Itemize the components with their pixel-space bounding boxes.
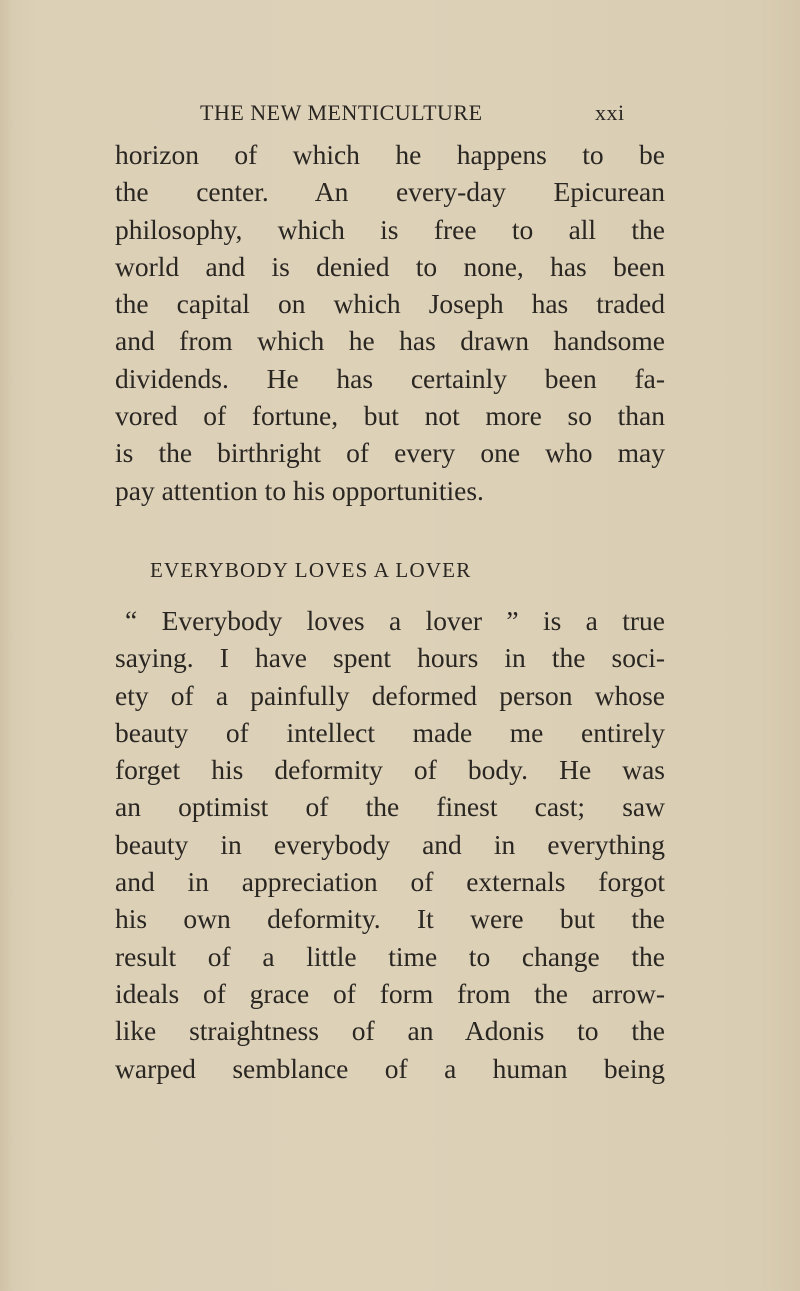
text-line: beauty in everybody and in everything bbox=[115, 828, 665, 860]
text-line: and in appreciation of externals forgot bbox=[115, 866, 665, 898]
text-line: the capital on which Joseph has traded bbox=[115, 288, 665, 320]
text-line: like straightness of an Adonis to the bbox=[115, 1015, 665, 1047]
text-line: an optimist of the finest cast; saw bbox=[115, 791, 665, 823]
text-line: result of a little time to change the bbox=[115, 940, 665, 972]
text-line: vored of fortune, but not more so than bbox=[115, 400, 665, 432]
section-heading: EVERYBODY LOVES A LOVER bbox=[150, 558, 472, 582]
text-line: ideals of grace of form from the arrow- bbox=[115, 977, 665, 1009]
text-line: and from which he has drawn handsome bbox=[115, 325, 665, 357]
text-line: is the birthright of every one who may bbox=[115, 437, 665, 469]
page-number: xxi bbox=[595, 100, 625, 125]
text-line: philosophy, which is free to all the bbox=[115, 213, 665, 245]
text-line: the center. An every-day Epicurean bbox=[115, 176, 665, 208]
text-line: “ Everybody loves a lover ” is a true bbox=[125, 605, 665, 636]
paragraph-1 bbox=[115, 136, 665, 509]
text-line: forget his deformity of body. He was bbox=[115, 754, 665, 786]
text-line: world and is denied to none, has been bbox=[115, 250, 665, 282]
text-line: his own deformity. It were but the bbox=[115, 903, 665, 935]
text-line: beauty of intellect made me entirely bbox=[115, 716, 665, 748]
text-line: warped semblance of a human being bbox=[115, 1052, 665, 1084]
paragraph-2 bbox=[115, 602, 665, 1087]
running-header-title: THE NEW MENTICULTURE bbox=[200, 100, 483, 125]
text-line: ety of a painfully deformed person whose bbox=[115, 679, 665, 711]
text-line: horizon of which he happens to be bbox=[115, 139, 665, 170]
text-line: dividends. He has certainly been fa- bbox=[115, 362, 665, 394]
text-line: saying. I have spent hours in the soci- bbox=[115, 642, 665, 674]
text-line: pay attention to his opportunities. bbox=[115, 474, 484, 506]
